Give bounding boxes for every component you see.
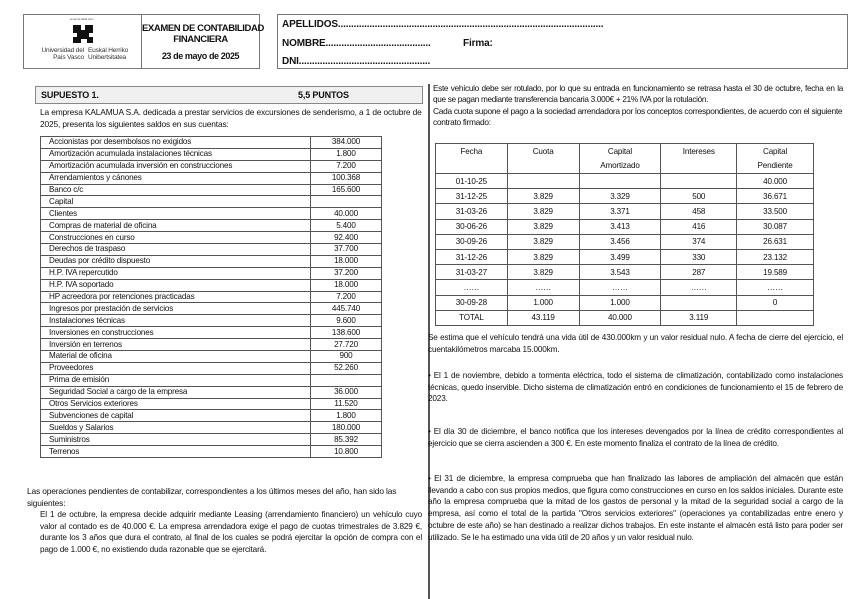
leasing-row	[436, 280, 814, 295]
header-logo-box	[23, 14, 264, 69]
nombre-field[interactable]: NOMBRE........................................	[282, 38, 431, 49]
balance-row	[41, 220, 382, 232]
leasing-cell	[507, 174, 579, 189]
balance-row	[41, 327, 382, 339]
leasing-cell: 3.499	[579, 249, 661, 264]
account-name: Ingresos por prestación de servicios	[41, 303, 311, 315]
leasing-cell: 30.087	[737, 219, 814, 234]
leasing-cell: ……	[737, 280, 814, 295]
balance-row	[41, 184, 382, 196]
account-name: Compras de material de oficina	[41, 220, 311, 232]
account-balance: 1.800	[311, 410, 382, 422]
leasing-cell: 3.543	[579, 265, 661, 280]
balance-row	[41, 339, 382, 351]
account-name: H.P. IVA repercutido	[41, 267, 311, 279]
leasing-row	[436, 265, 814, 280]
leasing-cell: 374	[661, 234, 737, 249]
leasing-cell: 458	[661, 204, 737, 219]
header-line1: Fecha	[460, 147, 483, 156]
leasing-cell: 26.631	[737, 234, 814, 249]
leasing-cell	[579, 174, 661, 189]
supuesto-title: SUPUESTO 1.	[41, 90, 99, 100]
account-balance: 5.400	[311, 220, 382, 232]
leasing-cell: 36.671	[737, 189, 814, 204]
leasing-cell: 3.829	[507, 265, 579, 280]
account-name: Prima de emisión	[41, 374, 311, 386]
account-balance: 52.260	[311, 362, 382, 374]
leasing-cell: 330	[661, 249, 737, 264]
leasing-cell: 1.000	[507, 295, 579, 310]
account-balance: 37.200	[311, 267, 382, 279]
leasing-cell	[661, 295, 737, 310]
account-balance	[311, 374, 382, 386]
account-balance: 27.720	[311, 339, 382, 351]
leasing-cell: 3.829	[507, 234, 579, 249]
exam-title-line1: EXAMEN DE CONTABILIDAD	[142, 23, 264, 34]
header-line2: Amortizado	[600, 161, 640, 170]
account-balance: 7.200	[311, 291, 382, 303]
account-name: Derechos de traspaso	[41, 244, 311, 256]
account-name: HP acreedora por retenciones practicadas	[41, 291, 311, 303]
leasing-table	[435, 143, 814, 326]
balance-row	[41, 244, 382, 256]
leasing-cell: 31-03-26	[436, 204, 508, 219]
account-balance: 1.800	[311, 148, 382, 160]
operation-warehouse: • El 31 de diciembre, la empresa comprueba que han finalizado las labores de ampliación del almacén que están llevando a cabo con sus propios medios, que figura como construcciones en curso en los saldos iniciales. Durante este año la empresa comprueba que la mitad de los gastos de personal y la mitad de la seguridad social a cargo de la empresa, así como el total de la partida "Otros servicios exteriores" (operaciones ya contabilizadas entre enero y octubre de este año) se han destinado a realizar dichos trabajos. En este instante el almacén está listo para poder ser utilizado. Se le ha estimado una vida útil de 20 años y un valor residual nulo.	[428, 474, 843, 542]
leasing-cell: 23.132	[737, 249, 814, 264]
leasing-row	[436, 234, 814, 249]
account-name: Capital	[41, 196, 311, 208]
account-balance: 85.392	[311, 434, 382, 446]
header-line1: Intereses	[682, 147, 715, 156]
leasing-cell: 1.000	[579, 295, 661, 310]
leasing-cell: 3.119	[661, 310, 737, 325]
account-name: Seguridad Social a cargo de la empresa	[41, 386, 311, 398]
balance-row	[41, 279, 382, 291]
university-name-es: Universidad del País Vasco	[41, 47, 84, 61]
leasing-row	[436, 249, 814, 264]
vehicle-useful-life: Se estima que el vehículo tendrá una vida útil de 430.000km y un valor residual nulo. A fecha de cierre del ejercicio, el cuentakilómetros marcaba 15.000km.	[428, 333, 843, 354]
balance-row	[41, 303, 382, 315]
account-name: Inversiones en construcciones	[41, 327, 311, 339]
balances-table	[40, 136, 382, 458]
exam-title-line2: FINANCIERA	[173, 34, 228, 45]
balance-row	[41, 291, 382, 303]
exam-date: 23 de mayo de 2025	[161, 51, 240, 61]
leasing-cell: 500	[661, 189, 737, 204]
leasing-cell: 3.829	[507, 249, 579, 264]
account-balance: 100.368	[311, 172, 382, 184]
leasing-cell: 3.829	[507, 219, 579, 234]
dni-field[interactable]: DNI..................................................	[282, 56, 431, 67]
column-header	[737, 144, 814, 174]
account-name: Sueldos y Salarios	[41, 422, 311, 434]
leasing-cell: 3.413	[579, 219, 661, 234]
leasing-cell: 31-03-27	[436, 265, 508, 280]
balance-row	[41, 172, 382, 184]
balance-row	[41, 362, 382, 374]
leasing-cell: ……	[579, 280, 661, 295]
leasing-cell: 01-10-25	[436, 174, 508, 189]
apellidos-field[interactable]: APELLIDOS.....................................................................................................	[282, 19, 604, 30]
account-balance: 7.200	[311, 160, 382, 172]
leasing-cell: 40.000	[737, 174, 814, 189]
balance-row	[41, 137, 382, 149]
balance-row	[41, 446, 382, 458]
column-header	[507, 144, 579, 174]
leasing-continuation	[433, 83, 843, 128]
account-name: Amortización acumulada instalaciones técnicas	[41, 148, 311, 160]
university-logo	[24, 15, 142, 68]
header-line1: Capital	[763, 147, 788, 156]
leasing-row	[436, 295, 814, 310]
account-balance: 138.600	[311, 327, 382, 339]
account-name: Terrenos	[41, 446, 311, 458]
operations-intro: Las operaciones pendientes de contabilizar, correspondientes a los últimos meses del año, han sido las siguientes:	[27, 486, 397, 508]
account-name: Otros Servicios exteriores	[41, 398, 311, 410]
balance-row	[41, 255, 382, 267]
balance-row	[41, 386, 382, 398]
account-balance: 165.600	[311, 184, 382, 196]
column-header	[661, 144, 737, 174]
university-logo-icon	[71, 22, 97, 44]
balance-row	[41, 434, 382, 446]
leasing-row	[436, 174, 814, 189]
intro-text: La empresa KALAMUA S.A. dedicada a prestar servicios de excursiones de senderismo, a 1 de octubre de 2025, presenta los siguientes saldos en sus cuentas:	[40, 107, 422, 129]
logo-caption: eman ta zabal zazu	[70, 17, 94, 21]
leasing-cell: 40.000	[579, 310, 661, 325]
balance-row	[41, 351, 382, 363]
leasing-cell: 3.371	[579, 204, 661, 219]
account-balance: 11.520	[311, 398, 382, 410]
leasing-cell: 3.329	[579, 189, 661, 204]
account-name: Inversión en terrenos	[41, 339, 311, 351]
leasing-cell: 43.119	[507, 310, 579, 325]
operation-storm: • El 1 de noviembre, debido a tormenta eléctrica, todo el sistema de climatización, contabilizado como instalaciones técnicas, quedo inservible. Dicho sistema de climatización entró en condiciones de funcionamiento el 15 de febrero de 2023.	[428, 371, 843, 404]
balance-row	[41, 208, 382, 220]
leasing-cell: 31-12-25	[436, 189, 508, 204]
leasing-cell: 19.589	[737, 265, 814, 280]
leasing-cell: 30-09-28	[436, 295, 508, 310]
account-balance: 180.000	[311, 422, 382, 434]
balance-row	[41, 232, 382, 244]
account-balance: 18.000	[311, 255, 382, 267]
account-name: Instalaciones técnicas	[41, 315, 311, 327]
leasing-cell: ……	[436, 280, 508, 295]
column-header	[436, 144, 508, 174]
account-balance: 18.000	[311, 279, 382, 291]
account-name: Clientes	[41, 208, 311, 220]
leasing-cell: 31-12-26	[436, 249, 508, 264]
leasing-cell: 3.829	[507, 189, 579, 204]
account-balance	[311, 196, 382, 208]
balance-row	[41, 267, 382, 279]
account-balance: 10.800	[311, 446, 382, 458]
column-header	[579, 144, 661, 174]
leasing-cell: 416	[661, 219, 737, 234]
account-name: Material de oficina	[41, 351, 311, 363]
leasing-cell	[661, 174, 737, 189]
operation-credit-interest: • El día 30 de diciembre, el banco notifica que los intereses devengados por la línea de crédito correspondientes al ejercicio que se cierra ascienden a 300 €. En este momento finaliza el contrato de la línea de crédito.	[428, 427, 843, 448]
leasing-cell: 33.500	[737, 204, 814, 219]
balance-row	[41, 160, 382, 172]
account-name: Banco c/c	[41, 184, 311, 196]
student-id-box	[277, 14, 848, 69]
leasing-cell: 3.829	[507, 204, 579, 219]
account-name: Arrendamientos y cánones	[41, 172, 311, 184]
balance-row	[41, 374, 382, 386]
leasing-cell: 0	[737, 295, 814, 310]
account-name: Construcciones en curso	[41, 232, 311, 244]
account-name: H.P. IVA soportado	[41, 279, 311, 291]
leasing-cell	[737, 310, 814, 325]
account-balance: 9.600	[311, 315, 382, 327]
university-name-eu: Euskal Herriko Unibertsitatea	[88, 47, 129, 61]
leasing-cell: 30-09-26	[436, 234, 508, 249]
firma-label: Firma:	[463, 38, 493, 49]
leasing-cell: 3.456	[579, 234, 661, 249]
balance-row	[41, 196, 382, 208]
leasing-cell: 30-06-26	[436, 219, 508, 234]
leasing-row	[436, 219, 814, 234]
account-name: Suministros	[41, 434, 311, 446]
header-line2: Pendiente	[757, 161, 793, 170]
account-balance: 36.000	[311, 386, 382, 398]
account-balance: 40.000	[311, 208, 382, 220]
account-balance: 92.400	[311, 232, 382, 244]
leasing-cell: ……	[661, 280, 737, 295]
leasing-cell: 287	[661, 265, 737, 280]
account-balance: 384.000	[311, 137, 382, 149]
balance-row	[41, 398, 382, 410]
account-balance: 900	[311, 351, 382, 363]
account-name: Proveedores	[41, 362, 311, 374]
operation-leasing-contract-intro: Cada cuota supone el pago a la sociedad arrendadora por los conceptos correspondientes, de acuerdo con el siguiente contrato firmado:	[433, 105, 843, 127]
balance-row	[41, 410, 382, 422]
leasing-row	[436, 204, 814, 219]
account-name: Amortización acumulada inversión en construcciones	[41, 160, 311, 172]
operation-leasing-continued: Este vehículo debe ser rotulado, por lo que su entrada en funcionamiento se retrasa hasta el 30 de octubre, fecha en la que se pagan mediante transferencia bancaria 3.000€ + 21% IVA por la rotulación.	[433, 84, 843, 105]
operation-leasing: El 1 de octubre, la empresa decide adquirir mediante Leasing (arrendamiento financiero) un vehículo cuyo valor al contado es de 40.000 €. La empresa arrendadora exige el pago de cuotas trimestrales de 3.829 €, durante los 3 años que dura el contrato, al final de los cuales se podrá ejercitar la opción de compra con el pago de 1.000 €, no existiendo duda razonable que se ejercitará.	[40, 510, 422, 554]
account-name: Accionistas por desembolsos no exigidos	[41, 137, 311, 149]
account-name: Deudas por crédito dispuesto	[41, 255, 311, 267]
balance-row	[41, 422, 382, 434]
balance-row	[41, 315, 382, 327]
leasing-cell: TOTAL	[436, 310, 508, 325]
leasing-cell: ……	[507, 280, 579, 295]
leasing-row	[436, 310, 814, 325]
header-line1: Cuota	[532, 147, 554, 156]
account-name: Subvenciones de capital	[41, 410, 311, 422]
account-balance: 37.700	[311, 244, 382, 256]
balance-row	[41, 148, 382, 160]
leasing-row	[436, 189, 814, 204]
supuesto-points: 5,5 PUNTOS	[298, 90, 349, 100]
exam-title	[142, 15, 264, 68]
header-line1: Capital	[607, 147, 633, 156]
account-balance: 445.740	[311, 303, 382, 315]
supuesto-heading	[35, 86, 423, 104]
